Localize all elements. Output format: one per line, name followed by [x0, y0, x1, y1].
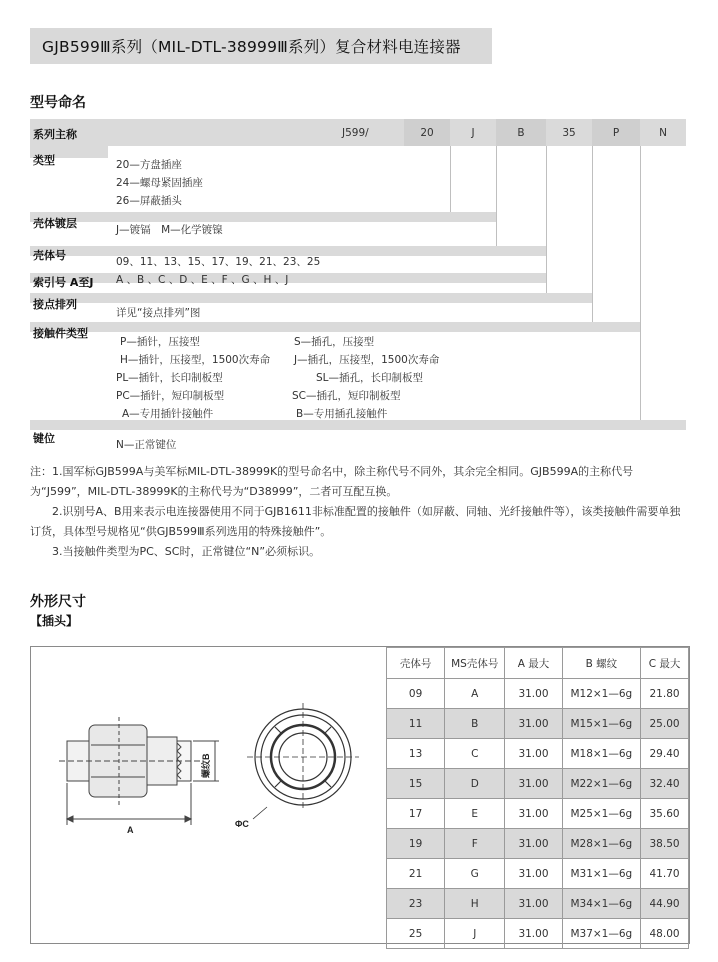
dim-label-c: ΦC	[235, 819, 249, 829]
contact-left-item: A—专用插针接触件	[122, 408, 214, 420]
index-text: A 、B 、C 、D 、E 、F 、G 、H 、J	[116, 274, 289, 286]
code-keying: N	[659, 126, 667, 139]
cell: 13	[387, 739, 445, 769]
table-row	[387, 919, 689, 949]
plating-label: 壳体镀层	[33, 217, 77, 230]
cell: M31×1—6g	[562, 859, 640, 889]
table-row	[387, 679, 689, 709]
contact-right-item: J—插孔，压接型，1500次寿命	[294, 354, 440, 366]
note-1: 注：1.国军标GJB599A与美军标MIL-DTL-38999K的型号命名中，除主称代号不同外，其余完全相同。GJB599A的主称代号为“J599”，MIL-DTL-38999K的主称代号为“D38999”，二者可互配互换。	[30, 465, 634, 498]
col-header: MS壳体号	[445, 648, 505, 679]
type-line: 20—方盘插座	[116, 159, 182, 171]
dimensions-panel	[30, 646, 690, 944]
plug-subheading: 【插头】	[30, 614, 79, 628]
cell: 17	[387, 799, 445, 829]
cell: 35.60	[641, 799, 689, 829]
page-title: GJB599Ⅲ系列（MIL-DTL-38999Ⅲ系列）复合材料电连接器	[42, 38, 461, 56]
code-plating: J	[471, 126, 475, 139]
cell: 38.50	[641, 829, 689, 859]
cell: 31.00	[505, 709, 562, 739]
contact-left-item: P—插针，压接型	[120, 336, 200, 348]
cell: 23	[387, 889, 445, 919]
contact-left-item: PC—插针，短印制板型	[116, 390, 225, 402]
cell: F	[445, 829, 505, 859]
note-3: 3.当接触件类型为PC、SC时，正常键位“N”必须标识。	[52, 545, 321, 558]
keying-label: 键位	[33, 432, 55, 445]
cell: 31.00	[505, 829, 562, 859]
contact-left-item: PL—插针，长印制板型	[116, 372, 223, 384]
title-bar	[30, 28, 492, 64]
col-header: A 最大	[505, 648, 562, 679]
cell: J	[445, 919, 505, 949]
cell: A	[445, 679, 505, 709]
code-contact: P	[592, 119, 640, 146]
type-label: 类型	[33, 154, 55, 167]
table-row	[387, 709, 689, 739]
series-label: 系列主称	[33, 128, 77, 141]
type-line: 26—屏蔽插头	[116, 195, 182, 207]
contact-left-item: H—插针，压接型，1500次寿命	[120, 354, 271, 366]
cell: 29.40	[641, 739, 689, 769]
cell: 48.00	[641, 919, 689, 949]
dim-label-a: A	[127, 825, 134, 835]
table-row	[387, 799, 689, 829]
cell: 31.00	[505, 859, 562, 889]
cell: 21	[387, 859, 445, 889]
dim-label-b: 螺纹B	[201, 753, 211, 778]
type-line: 24—螺母紧固插座	[116, 177, 203, 189]
dimensions-table	[386, 647, 689, 949]
plug-drawing	[31, 647, 381, 943]
table-row	[387, 829, 689, 859]
cell: G	[445, 859, 505, 889]
cell: H	[445, 889, 505, 919]
naming-heading: 型号命名	[30, 95, 86, 111]
cell: 19	[387, 829, 445, 859]
cell: C	[445, 739, 505, 769]
cell: 31.00	[505, 919, 562, 949]
cell: 44.90	[641, 889, 689, 919]
cell: M15×1—6g	[562, 709, 640, 739]
cell: 21.80	[641, 679, 689, 709]
cell: 31.00	[505, 739, 562, 769]
table-row	[387, 859, 689, 889]
cell: 31.00	[505, 769, 562, 799]
arrangement-text: 详见“接点排列”图	[116, 307, 201, 319]
cell: 25.00	[641, 709, 689, 739]
cell: 09	[387, 679, 445, 709]
cell: E	[445, 799, 505, 829]
cell: 15	[387, 769, 445, 799]
contact-right-item: B—专用插孔接触件	[296, 408, 388, 420]
cell: 25	[387, 919, 445, 949]
dimensions-heading: 外形尺寸	[30, 594, 86, 610]
cell: 11	[387, 709, 445, 739]
cell: 31.00	[505, 799, 562, 829]
cell: M28×1—6g	[562, 829, 640, 859]
contact-right-item: SL—插孔，长印制板型	[316, 372, 424, 384]
series-value: J599/	[342, 127, 369, 139]
index-label: 索引号 A至J	[33, 276, 94, 289]
contact-label: 接触件类型	[33, 327, 88, 340]
cell: M25×1—6g	[562, 799, 640, 829]
cell: M12×1—6g	[562, 679, 640, 709]
cell: M34×1—6g	[562, 889, 640, 919]
keying-text: N—正常键位	[116, 439, 177, 451]
code-arrangement: 35	[562, 126, 576, 139]
code-type: 20	[404, 119, 450, 146]
table-row	[387, 769, 689, 799]
cell: M18×1—6g	[562, 739, 640, 769]
cell: 41.70	[641, 859, 689, 889]
cell: D	[445, 769, 505, 799]
table-header-row	[387, 648, 689, 679]
shell-label: 壳体号	[33, 249, 66, 262]
cell: 31.00	[505, 679, 562, 709]
plating-text: J—镀镉 M—化学镀镍	[116, 224, 223, 236]
notes	[30, 462, 690, 562]
shell-text: 09、11、13、15、17、19、21、23、25	[116, 256, 321, 268]
code-shell: B	[496, 119, 546, 146]
cell: 31.00	[505, 889, 562, 919]
col-header: C 最大	[641, 648, 689, 679]
contact-right-item: S—插孔，压接型	[294, 336, 375, 348]
table-row	[387, 739, 689, 769]
cell: M37×1—6g	[562, 919, 640, 949]
col-header: 壳体号	[387, 648, 445, 679]
cell: 32.40	[641, 769, 689, 799]
note-2: 2.识别号A、B用来表示电连接器使用不同于GJB1611非标准配置的接触件（如屏蔽、同轴、光纤接触件等），该类接触件需要单独订货，具体型号规格见“供GJB599Ⅲ系列选用的特殊接触件”。	[30, 505, 681, 538]
arrangement-label: 接点排列	[33, 298, 77, 311]
cell: B	[445, 709, 505, 739]
table-row	[387, 889, 689, 919]
col-header: B 螺纹	[562, 648, 640, 679]
contact-right-item: SC—插孔，短印制板型	[292, 390, 401, 402]
cell: M22×1—6g	[562, 769, 640, 799]
